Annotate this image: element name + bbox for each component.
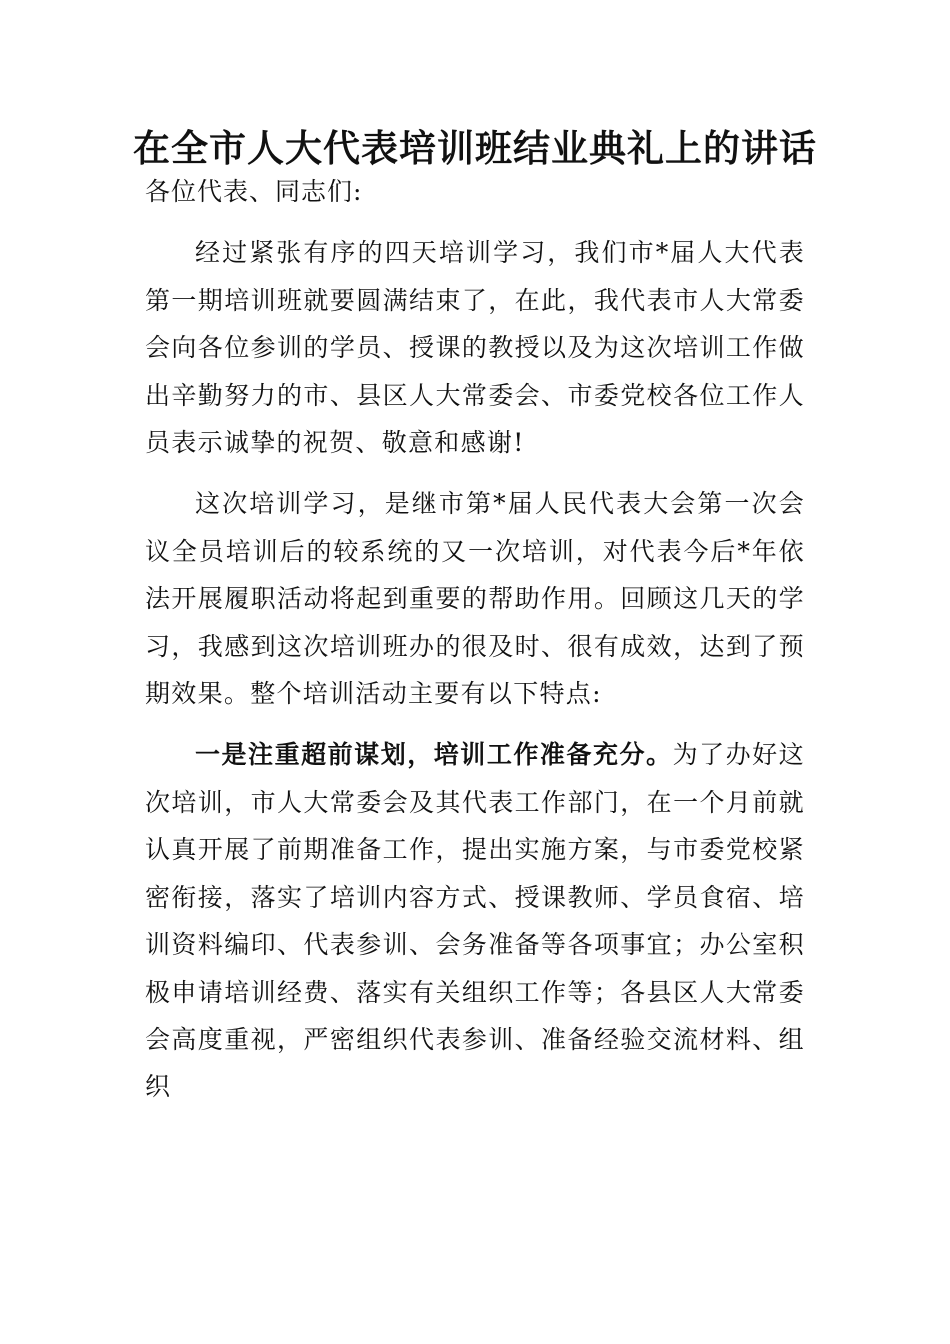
paragraph-2-text: 这次培训学习，是继市第*届人民代表大会第一次会议全员培训后的较系统的又一次培训，对代表今后*年依法开展履职活动将起到重要的帮助作用。回顾这几天的学习，我感到这次培训班办的很及时、很有成效，达到了预期效果。整个培训活动主要有以下特点:: [145, 489, 805, 709]
paragraph-3-lead: 一是注重超前谋划，培训工作准备充分。: [195, 740, 673, 770]
paragraph-1-text: 经过紧张有序的四天培训学习，我们市*届人大代表第一期培训班就要圆满结束了，在此，我代表市人大常委会向各位参训的学员、授课的教授以及为这次培训工作做出辛勤努力的市、县区人大常委会、市委党校各位工作人员表示诚挚的祝贺、敬意和感谢!: [145, 238, 805, 458]
document-title: 在全市人大代表培训班结业典礼上的讲话: [133, 126, 817, 170]
paragraph-2: [145, 480, 805, 717]
paragraph-3-text: 为了办好这次培训，市人大常委会及其代表工作部门，在一个月前就认真开展了前期准备工作，提出实施方案，与市委党校紧密衔接，落实了培训内容方式、授课教师、学员食宿、培训资料编印、代表参训、会务准备等各项事宜；办公室积极申请培训经费、落实有关组织工作等；各县区人大常委会高度重视，严密组织代表参训、准备经验交流材料、组织: [145, 740, 805, 1102]
document-body: [145, 168, 805, 1125]
paragraph-1: [145, 229, 805, 466]
paragraph-3: [145, 731, 805, 1110]
salutation: 各位代表、同志们:: [145, 177, 363, 206]
